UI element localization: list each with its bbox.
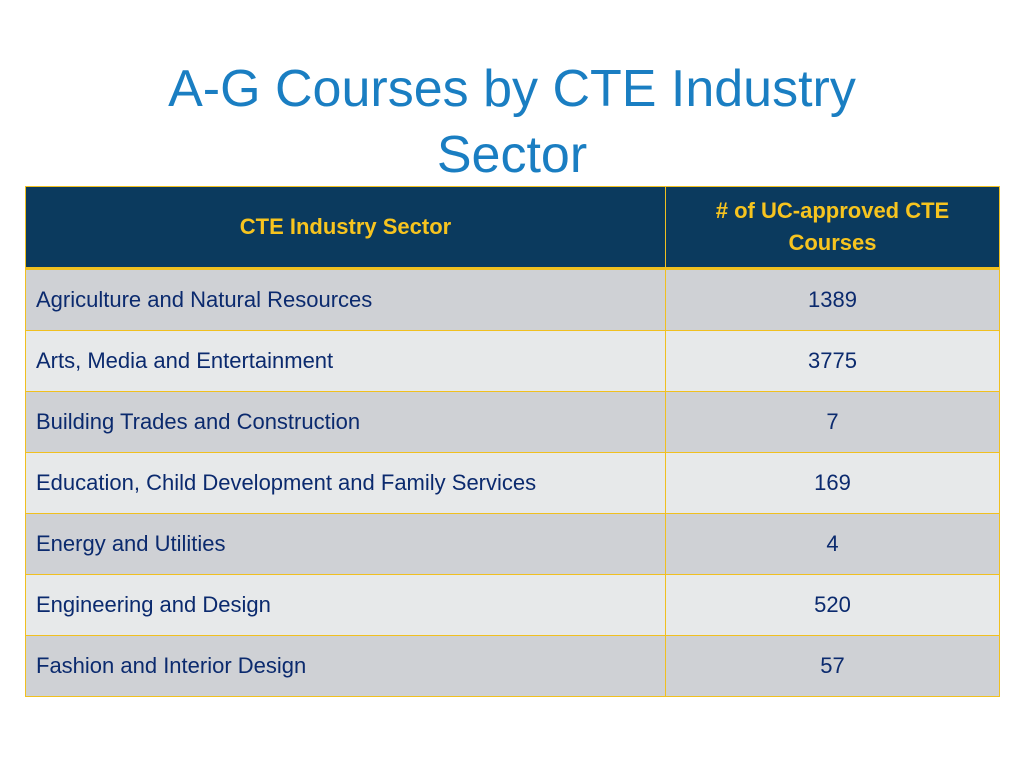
slide-title-line-2: Sector <box>436 126 588 184</box>
sector-cell: Engineering and Design <box>26 575 666 636</box>
course-count-cell: 4 <box>666 514 1000 575</box>
sector-cell: Building Trades and Construction <box>26 392 666 453</box>
sector-cell: Arts, Media and Entertainment <box>26 331 666 392</box>
table-header-row <box>26 187 1000 269</box>
course-count-cell: 57 <box>666 636 1000 697</box>
table-row <box>26 453 1000 514</box>
table-row <box>26 636 1000 697</box>
slide-title-line-1: A-G Courses by CTE Industry <box>168 60 856 118</box>
header-sector: CTE Industry Sector <box>26 187 666 269</box>
table-row <box>26 331 1000 392</box>
course-count-cell: 3775 <box>666 331 1000 392</box>
sector-cell: Agriculture and Natural Resources <box>26 269 666 331</box>
table-row <box>26 514 1000 575</box>
course-count-cell: 1389 <box>666 269 1000 331</box>
cte-sector-table <box>25 186 1000 697</box>
slide-title <box>0 56 1024 188</box>
table-row <box>26 269 1000 331</box>
course-count-cell: 520 <box>666 575 1000 636</box>
sector-cell: Education, Child Development and Family Services <box>26 453 666 514</box>
course-count-cell: 169 <box>666 453 1000 514</box>
sector-cell: Fashion and Interior Design <box>26 636 666 697</box>
course-count-cell: 7 <box>666 392 1000 453</box>
table-row <box>26 575 1000 636</box>
sector-cell: Energy and Utilities <box>26 514 666 575</box>
table-row <box>26 392 1000 453</box>
header-course-count: # of UC-approved CTE Courses <box>666 187 1000 269</box>
